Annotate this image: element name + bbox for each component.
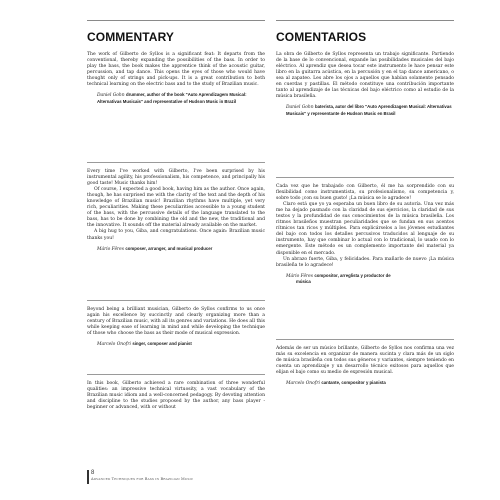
paragraph: Of course, I expected a good book, having him as the author. Once again, though, he has surprised me with the clarity of the text and the depth of his knowledge of Brazilian music! Brazilian rhythms have multiple, yet very rich, peculiarities. Making these peculiarities accessible to a young student of the bass, with the percussive details of the language translated to the bass, has to be done by combining the old and the new, the traditional and the innovative. It sounds off the material already available on the market.: [87, 187, 265, 229]
signature-role: cantante, compositor y pianista: [321, 380, 386, 386]
signature: [286, 104, 454, 117]
signature-name: Mário Fêres: [97, 246, 125, 252]
section-divider: [87, 300, 265, 301]
right-section-2: [276, 184, 454, 285]
signature-role-continued: música: [296, 279, 311, 285]
signature-role: singer, composer and pianist: [132, 341, 192, 347]
signature-role: compositor, arreglista y productor de: [314, 272, 391, 278]
paragraph: Cada vez que he trabajado con Gilberto, él me ha sorprendido con su flexibilidad como instrumentista, su profesionalismo, su competencia y, sobre todo ¡con su buen gusto! ¡La música se lo agradece!: [276, 184, 454, 202]
signature-role: drummer, author of the book "Auto Aprendizagem Musical: Alternativas Musicais" and representative of Hudson Music in Brazil: [97, 92, 247, 104]
signature: [286, 380, 454, 387]
paragraph: In this book, Gilberto achieved a rare combination of three wonderful qualities: an impressive technical virtuosity, a vast vocabulary of the Brazilian music idiom and a well-concerned pedagogy. By devoting attention and discipline to the studies proposed by the author, any bass player - beginner or advanced, with or without: [87, 381, 265, 411]
signature-role: baterista, autor del libro "Auto Aprendizagem Musical: Alternativas Musicais" y representante de Hudson Music en Brasil: [286, 104, 452, 116]
signature-name: Marcelo Onofri: [286, 381, 320, 387]
signature: [97, 246, 265, 253]
signature-role: composer, arranger, and musical producer: [125, 245, 213, 251]
paragraph: The work of Gilberto de Syllos is a significant feat: It departs from the conventional, thereby expanding the possibilities of the bass. In order to play the bass, the book makes the apprentice think of the acoustic guitar, percussion, and tap dance. This opens the eyes of those who would have thought only of strings and pick-ups. It is a great contribution to both technical learning on the electric bass and to the study of Brazilian music.: [87, 52, 265, 88]
signature: [97, 92, 265, 105]
right-section-1: [276, 52, 454, 117]
top-rule-right: [276, 20, 454, 21]
right-heading: COMENTARIOS: [276, 30, 367, 44]
paragraph: La obra de Gilberto de Syllos representa un trabajo significante. Partiendo de la base de lo convencional, expande las posibilidades musicales del bajo eléctrico. Al aprendiz que desea tocar este instrumento le hace pensar este libro en la guitarra acústica, en la percusión y en el tap dance americano, o sea al zapateo. Les abre los ojos a aquellos que habían solamente pensado en cuerdas y pastillas. El método constituye una contribución importante tanto al aprendizaje de las técnicas del bajo eléctrico como al estudio de la música brasileña.: [276, 52, 454, 100]
section-divider: [87, 374, 265, 375]
signature-name: Marcelo Onofri: [97, 342, 131, 348]
left-section-2: [87, 169, 265, 252]
page-number: 8: [91, 470, 95, 476]
paragraph: Un abrazo fuerte, Giba, y felicidades. Para mañarlo de nuevo ¡La música brasileña te lo agradece!: [276, 256, 454, 268]
section-divider: [276, 339, 454, 340]
left-section-3: [87, 307, 265, 348]
section-divider: [276, 177, 454, 178]
signature-name: Mário Fêres: [286, 273, 314, 279]
left-section-1: [87, 52, 265, 105]
top-rule-left: [87, 20, 265, 21]
section-divider: [87, 162, 265, 163]
footer-bar: [87, 470, 89, 484]
left-heading: COMMENTARY: [87, 30, 174, 44]
paragraph: A big hug to you, Giba, and congratulations. Once again: Brazilian music thanks you!: [87, 229, 265, 241]
footer-book-title: Advanced Techniques for Bass in Brazilian Music: [91, 477, 194, 481]
paragraph: Every time I've worked with Gilberto, I've been surprised by his instrumental agility, his professionalism, his competence, and principally his good taste! Music thanks him!: [87, 169, 265, 187]
paragraph: Además de ser un músico brillante, Gilberto de Syllos nos confirma una vez más su excelencia en organizar de manera sucinta y clara más de un siglo de música brasileña con todos sus géneros y variantes, siempre teniendo en cuenta un aprendizaje y un desarrollo técnico exitosos para aquellos que elijan el bajo como su medio de expresión musical.: [276, 346, 454, 376]
signature: [286, 273, 454, 285]
left-section-4: [87, 381, 265, 411]
right-section-3: [276, 346, 454, 387]
signature: [97, 341, 265, 348]
signature-name: Daniel Gohn: [97, 93, 125, 99]
signature-name: Daniel Gohn: [286, 105, 314, 111]
paragraph: Claro está que yo ya esperaba un buen libro de su autoría. Una vez más me ha dejado pasmado con la claridad de sus ejercicios, la claridad de sus textos y la profundidad de sus conocimientos de la música brasileña. Los ritmos brasileños muestran peculiaridades que se fundan en sus acentos rítmicos tan ricos y múltiples. Para explicárselos a los jóvenes estudiantes del bajo con todos los detalles percusivos traducidos al lenguaje de su instrumento, hay que combinar lo actual con lo tradicional, lo usado con lo emergente. Este método es un complemento importante del material ya disponible en el mercado.: [276, 202, 454, 256]
paragraph: Beyond being a brilliant musician, Gilberto de Syllos confirms to us once again his excellence by succinctly and clearly organizing more than a century of Brazilian music, with all its genres and variations. He does all this while keeping ease of learning in mind and while developing the technique of those who choose the bass as their mode of musical expression.: [87, 307, 265, 337]
